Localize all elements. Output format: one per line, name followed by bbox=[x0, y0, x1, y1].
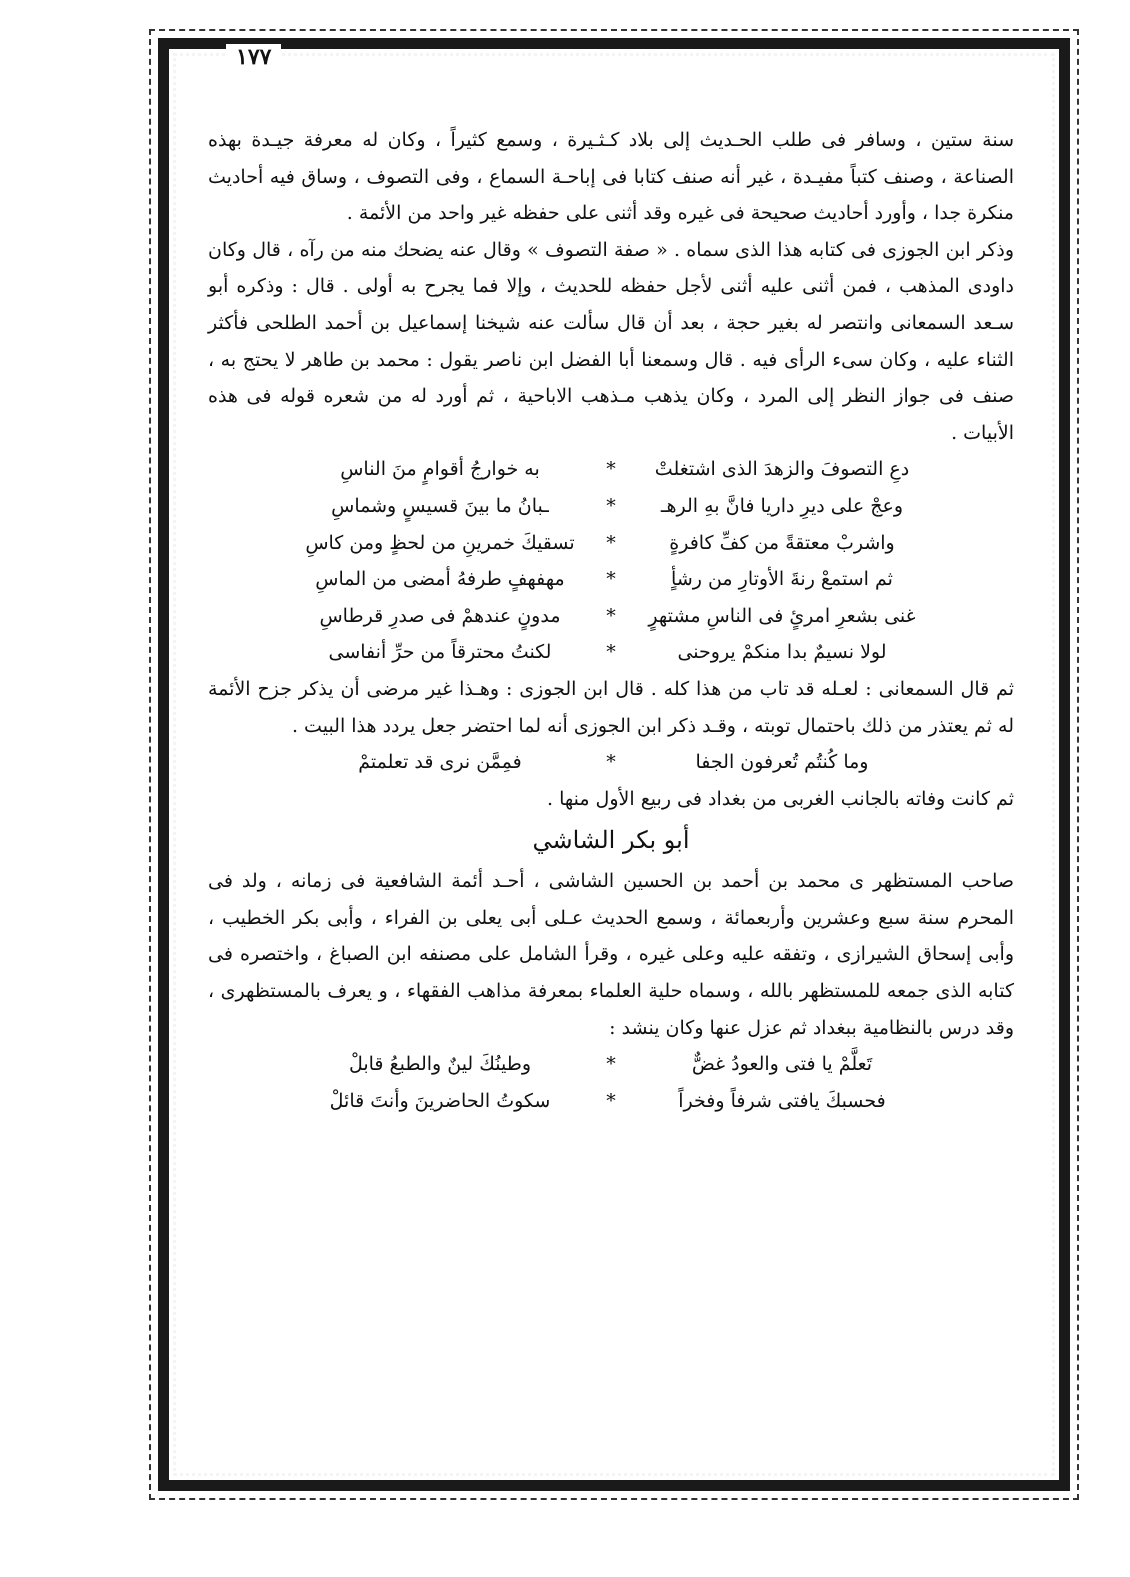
verse-hemistich: به خوارجُ أقوامٍ منَ الناسِ bbox=[340, 458, 540, 481]
verse-line bbox=[208, 1046, 1014, 1083]
verse-hemistich: تَعلَّمْ يا فتى والعودُ غضٌّ bbox=[691, 1053, 873, 1076]
verse-line bbox=[208, 451, 1014, 488]
verse-hemistich: مدونٍ عندهمْ فى صدرِ قرطاسِ bbox=[319, 604, 561, 627]
verse-hemistich: مهفهفٍ طرفهُ أمضى من الماسِ bbox=[315, 568, 565, 591]
verse-hemistich: واشربْ معتقةً من كفِّ كافرةٍ bbox=[669, 531, 895, 554]
verse-separator: * bbox=[606, 531, 616, 554]
verse-separator: * bbox=[606, 494, 616, 517]
verse-hemistich: ـبانُ ما بينَ قسيسٍ وشماسِ bbox=[331, 494, 549, 517]
verse-hemistich: غنى بشعرِ امرئٍ فى الناسِ مشتهرٍ bbox=[648, 604, 916, 627]
verse-block-2 bbox=[208, 1046, 1014, 1119]
verse-line bbox=[208, 561, 1014, 598]
paragraph-4: ثم كانت وفاته بالجانب الغربى من بغداد فى ربيع الأول منها . bbox=[546, 787, 1014, 810]
verse-line bbox=[208, 1083, 1014, 1120]
verse-line bbox=[208, 634, 1014, 671]
verse-hemistich: ثم استمعْ رنةَ الأوتارِ من رشأٍ bbox=[671, 568, 893, 591]
verse-line bbox=[208, 525, 1014, 562]
verse-line bbox=[208, 598, 1014, 635]
verse-hemistich: تسقيكَ خمرينِ من لحظٍ ومن كاسِ bbox=[305, 531, 575, 554]
verse-hemistich: لكنتُ محترقاً من حرِّ أنفاسى bbox=[328, 641, 552, 664]
verse-hemistich: سكوتُ الحاضرينَ وأنتَ قائلْ bbox=[329, 1089, 551, 1112]
verse-hemistich: دعِ التصوفَ والزهدَ الذى اشتغلتْ bbox=[654, 458, 910, 481]
verse-separator: * bbox=[606, 751, 616, 774]
verse-hemistich: وما كُنتُم تُعرفون الجفا bbox=[695, 751, 869, 774]
section-title: أبو بكر الشاشي bbox=[532, 826, 690, 855]
verse-separator: * bbox=[606, 1053, 616, 1076]
paragraph-5: صاحب المستظهر ى محمد بن أحمد بن الحسين الشاشى ، أحـد أئمة الشافعية فى زمانه ، ولد فى المحرم سنة سبع وعشرين وأربعمائة ، وسمع الحديث عـلى أبى يعلى بن الفراء ، وأبى بكر الخطيب ، وأبى إسحاق الشيرازى ، وتفقه عليه وعلى غيره ، وقرأ الشامل على مصنفه ابن الصباغ ، واختصره فى كتابه الذى جمعه للمستظهر بالله ، وسماه حلية العلماء بمعرفة مذاهب الفقهاء ، و يعرف بالمستظهرى ، وقد درس بالنظامية ببغداد ثم عزل عنها وكان ينشد : bbox=[208, 870, 1014, 1039]
paragraph-3: ثم قال السمعانى : لعـله قد تاب من هذا كله . قال ابن الجوزى : وهـذا غير مرضى أن يذكر جزح الأئمة له ثم يعتذر من ذلك باحتمال توبته ، وقـد ذكر ابن الجوزى أنه لما احتضر جعل يردد هذا البيت . bbox=[208, 677, 1014, 737]
inline-verse bbox=[208, 744, 1014, 781]
verse-hemistich: فحسبكَ يافتى شرفاً وفخراً bbox=[678, 1089, 886, 1112]
verse-separator: * bbox=[606, 1089, 616, 1112]
verse-hemistich: لولا نسيمٌ بدا منكمْ يروحنى bbox=[677, 641, 887, 664]
verse-hemistich: وطينُكَ لينٌ والطبعُ قابلْ bbox=[348, 1053, 532, 1076]
verse-separator: * bbox=[606, 604, 616, 627]
page-number: ١٧٧ bbox=[226, 44, 281, 70]
verse-line bbox=[208, 488, 1014, 525]
verse-separator: * bbox=[606, 568, 616, 591]
intro-paragraph: سنة ستين ، وسافر فى طلب الحـديث إلى بلاد كـثـيرة ، وسمع كثيراً ، وكان له معرفة جيـدة بهذه الصناعة ، وصنف كتباً مفيـدة ، غير أنه صنف كتابا فى إباحـة السماع ، وفى التصوف ، وساق فيه أحاديث منكرة جدا ، وأورد أحاديث صحيحة فى غيره وقد أثنى على حفظه غير واحد من الأئمة . bbox=[208, 129, 1014, 225]
verse-separator: * bbox=[606, 458, 616, 481]
verse-hemistich: فمِمَّن نرى قد تعلمتمْ bbox=[358, 751, 522, 774]
verse-block-1 bbox=[208, 451, 1014, 671]
page-body bbox=[208, 122, 1014, 1402]
verse-hemistich: وعجْ على ديرِ داريا فانَّ بهِ الرهـ bbox=[660, 494, 904, 517]
verse-separator: * bbox=[606, 641, 616, 664]
paragraph-2: وذكر ابن الجوزى فى كتابه هذا الذى سماه . « صفة التصوف » وقال عنه يضحك منه من رآه ، قال وكان داودى المذهب ، فمن أثنى عليه أثنى لأجل حفظه للحديث ، وإلا فما يجرح به أولى . قال : وذكره أبو سـعد السمعانى وانتصر له بغير حجة ، بعد أن قال سألت عنه شيخنا إسماعيل بن أحمد الطلحى فأكثر الثناء عليه ، وكان سىء الرأى فيه . قال وسمعنا أبا الفضل ابن ناصر يقول : محمد بن طاهر لا يحتج به ، صنف فى جواز النظر إلى المرد ، وكان يذهب مـذهب الاباحية ، ثم أورد له من شعره قوله فى هذه الأبيات . bbox=[208, 238, 1014, 444]
